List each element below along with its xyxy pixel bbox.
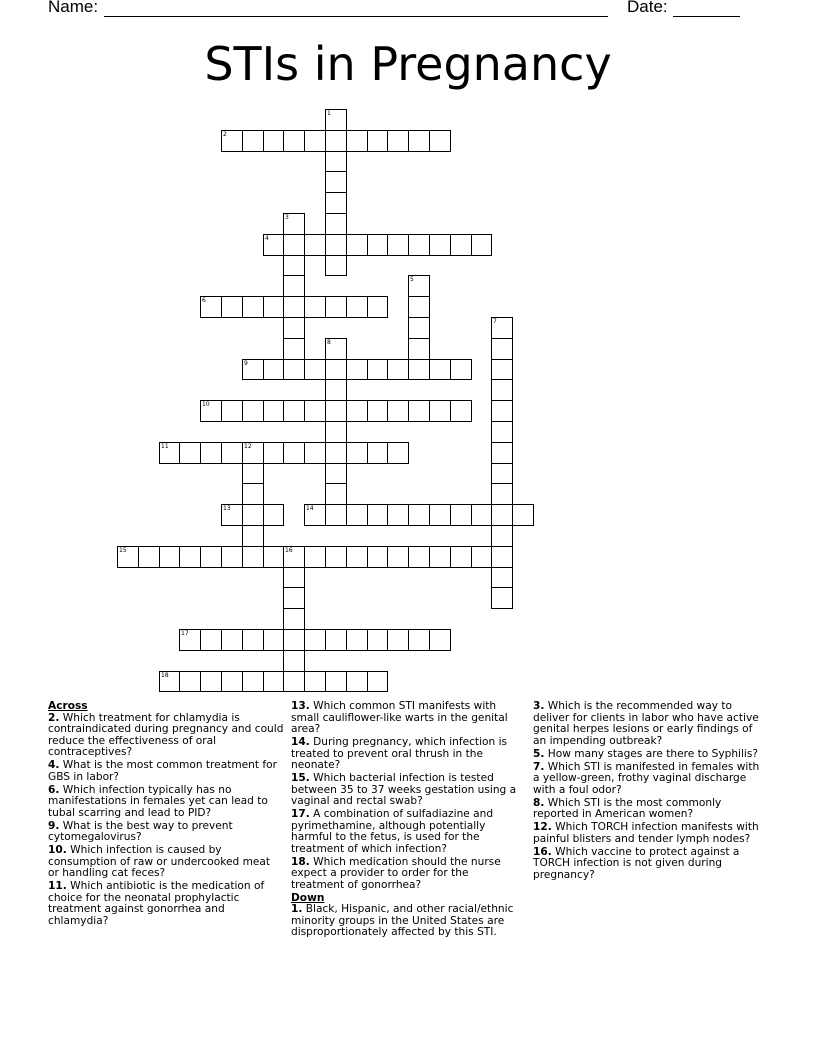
crossword-cell[interactable] [512, 504, 534, 526]
crossword-cell[interactable] [387, 130, 409, 152]
across-clue [48, 821, 284, 844]
clue-number-label: 9 [244, 360, 248, 367]
crossword-cell[interactable] [491, 400, 513, 422]
clue-number-label: 11 [161, 443, 169, 450]
crossword-cell[interactable] [283, 317, 305, 339]
crossword-cell[interactable] [367, 234, 388, 256]
clue-text: Which bacterial infection is tested between 35 to 37 weeks gestation using a vaginal and rectal swab? [291, 772, 517, 807]
crossword-cell[interactable] [283, 442, 305, 464]
across-clue [48, 785, 284, 820]
crossword-cell[interactable] [367, 400, 388, 422]
crossword-cell[interactable] [491, 421, 513, 443]
crossword-cell[interactable] [283, 567, 305, 588]
clue-text: Black, Hispanic, and other racial/ethnic minority groups in the United States are disproportionately affected by this STI. [291, 903, 514, 938]
crossword-cell[interactable] [491, 317, 513, 339]
clue-number: 1. [291, 903, 303, 915]
crossword-cell[interactable] [221, 442, 243, 464]
crossword-cell[interactable] [491, 359, 513, 380]
clue-number: 15. [291, 772, 310, 784]
crossword-cell[interactable] [242, 400, 264, 422]
clue-text: Which is the recommended way to deliver for clients in labor who have active genital herpes lesions or early findings of an impending outbreak? [533, 700, 759, 747]
crossword-cell[interactable] [450, 400, 472, 422]
crossword-cell[interactable] [491, 463, 513, 484]
clue-text: How many stages are there to Syphilis? [544, 747, 759, 760]
crossword-cell[interactable] [325, 400, 347, 422]
crossword-cell[interactable] [491, 338, 513, 360]
crossword-cell[interactable] [408, 546, 430, 568]
clue-text: During pregnancy, which infection is treated to prevent oral thrush in the neonate? [291, 736, 508, 771]
crossword-cell[interactable] [325, 442, 347, 464]
crossword-cell[interactable] [325, 234, 347, 256]
across-heading: Across [48, 700, 88, 712]
clue-text: What is the best way to prevent cytomegalovirus? [48, 819, 233, 843]
crossword-cell[interactable] [304, 234, 326, 256]
crossword-cell[interactable] [367, 359, 388, 380]
crossword-cell[interactable] [179, 671, 201, 692]
crossword-cell[interactable] [346, 400, 368, 422]
down-clue [291, 904, 523, 939]
clue-text: Which vaccine to protect against a TORCH infection is not given during pregnancy? [533, 845, 740, 881]
crossword-cell[interactable] [263, 296, 284, 318]
clue-text: Which STI is manifested in females with a yellow-green, frothy vaginal discharge with a foul odor? [533, 760, 760, 796]
crossword-cell[interactable] [325, 296, 347, 318]
crossword-cell[interactable] [263, 671, 284, 692]
down-clue [533, 822, 767, 845]
across-clue [48, 760, 284, 783]
clue-column-1 [48, 701, 284, 929]
crossword-cell[interactable] [221, 671, 243, 692]
crossword-cell[interactable] [429, 130, 451, 152]
crossword-cell[interactable] [491, 483, 513, 505]
crossword-cell[interactable] [387, 234, 409, 256]
across-clue [48, 713, 284, 759]
crossword-cell[interactable] [325, 130, 347, 152]
clue-number-label: 18 [161, 672, 169, 679]
crossword-cell[interactable] [283, 359, 305, 380]
crossword-cell[interactable] [200, 400, 222, 422]
clue-number: 9. [48, 819, 60, 832]
crossword-cell[interactable] [367, 296, 388, 318]
crossword-cell[interactable] [263, 546, 284, 568]
across-clue [291, 809, 523, 855]
clue-text: Which medication should the nurse expect a provider to order for the treatment of gonorrhea? [291, 855, 501, 891]
clue-text: Which STI is the most commonly reported in American women? [533, 796, 722, 820]
crossword-cell[interactable] [367, 442, 388, 464]
crossword-cell[interactable] [304, 296, 326, 318]
clue-number: 4. [48, 759, 60, 771]
crossword-cell[interactable] [304, 546, 326, 568]
down-clue [533, 847, 767, 882]
crossword-cell[interactable] [408, 130, 430, 152]
crossword-cell[interactable] [491, 525, 513, 547]
crossword-cell[interactable] [304, 400, 326, 422]
clue-number-label: 17 [181, 630, 189, 637]
crossword-cell[interactable] [242, 296, 264, 318]
crossword-cell[interactable] [263, 400, 284, 422]
clue-number: 16. [533, 845, 552, 858]
crossword-cell[interactable] [179, 629, 201, 651]
crossword-cell[interactable] [159, 671, 180, 692]
crossword-cell[interactable] [242, 442, 264, 464]
clue-number: 11. [48, 880, 67, 892]
crossword-cell[interactable] [242, 359, 264, 380]
clue-number-label: 5 [410, 276, 414, 283]
crossword-cell[interactable] [491, 587, 513, 609]
crossword-cell[interactable] [429, 400, 451, 422]
crossword-cell[interactable] [408, 504, 430, 526]
crossword-cell[interactable] [179, 442, 201, 464]
crossword-cell[interactable] [491, 546, 513, 568]
crossword-cell[interactable] [242, 130, 264, 152]
clue-number-label: 8 [327, 339, 331, 346]
crossword-cell[interactable] [325, 463, 347, 484]
crossword-cell[interactable] [346, 234, 368, 256]
crossword-cell[interactable] [367, 130, 388, 152]
clue-number: 14. [291, 736, 310, 748]
crossword-cell[interactable] [387, 400, 409, 422]
clue-number: 6. [48, 783, 60, 796]
crossword-cell[interactable] [346, 130, 368, 152]
crossword-cell[interactable] [283, 130, 305, 152]
crossword-cell[interactable] [242, 546, 264, 568]
crossword-cell[interactable] [200, 296, 222, 318]
crossword-cell[interactable] [283, 338, 305, 360]
crossword-cell[interactable] [346, 359, 368, 380]
crossword-cell[interactable] [325, 546, 347, 568]
crossword-cell[interactable] [367, 671, 388, 692]
crossword-cell[interactable] [221, 629, 243, 651]
clue-number-label: 7 [493, 318, 497, 325]
crossword-cell[interactable] [304, 359, 326, 380]
across-clue [291, 857, 523, 892]
crossword-cell[interactable] [283, 671, 305, 692]
crossword-cell[interactable] [387, 504, 409, 526]
crossword-cell[interactable] [429, 359, 451, 380]
crossword-cell[interactable] [304, 504, 326, 526]
clue-number-label: 2 [223, 131, 227, 138]
crossword-cell[interactable] [242, 483, 264, 505]
crossword-cell[interactable] [325, 359, 347, 380]
crossword-cell[interactable] [408, 317, 430, 339]
crossword-cell[interactable] [491, 442, 513, 464]
page-title: STIs in Pregnancy [204, 37, 612, 91]
crossword-cell[interactable] [325, 255, 347, 276]
clue-number-label: 3 [285, 214, 289, 221]
crossword-cell[interactable] [117, 546, 139, 568]
clue-number-label: 16 [285, 547, 293, 554]
crossword-cell[interactable] [221, 130, 243, 152]
across-clue [48, 845, 284, 880]
crossword-cell[interactable] [408, 234, 430, 256]
crossword-cell[interactable] [346, 442, 368, 464]
clue-number-label: 10 [202, 401, 210, 408]
down-heading: Down [291, 891, 325, 904]
crossword-cell[interactable] [471, 234, 492, 256]
down-clue [533, 798, 767, 821]
clue-number: 17. [291, 808, 310, 820]
crossword-cell[interactable] [200, 442, 222, 464]
clue-number-label: 6 [202, 297, 206, 304]
clue-text: Which infection is caused by consumption of raw or undercooked meat or handling cat feces? [48, 844, 271, 879]
crossword-cell[interactable] [263, 130, 284, 152]
crossword-cell[interactable] [242, 671, 264, 692]
crossword-cell[interactable] [491, 567, 513, 588]
clue-number: 7. [533, 760, 545, 773]
crossword-cell[interactable] [346, 671, 368, 692]
crossword-cell[interactable] [242, 504, 264, 526]
clue-text: Which infection typically has no manifestations in females yet can lead to tubal scarring and lead to PID? [48, 783, 268, 819]
crossword-cell[interactable] [367, 629, 388, 651]
across-clue [291, 737, 523, 772]
clue-text: Which TORCH infection manifests with painful blisters and tender lymph nodes? [533, 821, 759, 845]
clue-number: 12. [533, 821, 552, 833]
clue-number-label: 15 [119, 547, 127, 554]
crossword-cell[interactable] [325, 151, 347, 172]
crossword-cell[interactable] [450, 234, 472, 256]
clue-number: 5. [533, 747, 545, 760]
clue-text: Which common STI manifests with small cauliflower-like warts in the genital area? [291, 700, 508, 735]
clue-number: 13. [291, 700, 310, 712]
clue-text: Which treatment for chlamydia is contraindicated during pregnancy and could reduce the effectiveness of oral contraceptives? [48, 711, 284, 758]
crossword-cell[interactable] [263, 234, 284, 256]
clue-text: Which antibiotic is the medication of choice for the neonatal prophylactic treatment against gonorrhea and chlamydia? [48, 880, 265, 927]
crossword-cell[interactable] [263, 629, 284, 651]
crossword-cell[interactable] [429, 546, 451, 568]
date-label: Date: [627, 0, 668, 16]
crossword-cell[interactable] [179, 546, 201, 568]
crossword-cell[interactable] [346, 504, 368, 526]
crossword-cell[interactable] [325, 629, 347, 651]
crossword-cell[interactable] [304, 629, 326, 651]
crossword-cell[interactable] [283, 629, 305, 651]
crossword-cell[interactable] [387, 442, 409, 464]
crossword-cell[interactable] [283, 650, 305, 672]
crossword-cell[interactable] [429, 504, 451, 526]
crossword-cell[interactable] [408, 338, 430, 360]
crossword-cell[interactable] [325, 504, 347, 526]
clue-text: What is the most common treatment for GBS in labor? [48, 759, 277, 783]
crossword-cell[interactable] [159, 442, 180, 464]
crossword-cell[interactable] [263, 359, 284, 380]
clue-column-2 [291, 701, 523, 940]
crossword-cell[interactable] [221, 504, 243, 526]
crossword-cell[interactable] [367, 546, 388, 568]
crossword-cell[interactable] [283, 587, 305, 609]
crossword-cell[interactable] [304, 130, 326, 152]
clue-number: 3. [533, 700, 545, 712]
crossword-cell[interactable] [450, 504, 472, 526]
crossword-cell[interactable] [200, 546, 222, 568]
crossword-cell[interactable] [325, 671, 347, 692]
crossword-cell[interactable] [263, 504, 284, 526]
crossword-cell[interactable] [346, 629, 368, 651]
down-clue [533, 762, 767, 797]
crossword-cell[interactable] [491, 379, 513, 401]
crossword-cell[interactable] [408, 400, 430, 422]
across-clue [48, 881, 284, 927]
crossword-cell[interactable] [367, 504, 388, 526]
crossword-cell[interactable] [325, 338, 347, 360]
crossword-cell[interactable] [283, 296, 305, 318]
across-clue [291, 701, 523, 736]
crossword-cell[interactable] [429, 234, 451, 256]
crossword-cell[interactable] [200, 629, 222, 651]
crossword-cell[interactable] [283, 213, 305, 235]
crossword-cell[interactable] [325, 192, 347, 214]
crossword-cell[interactable] [283, 255, 305, 276]
crossword-cell[interactable] [346, 296, 368, 318]
crossword-cell[interactable] [304, 442, 326, 464]
crossword-cell[interactable] [283, 546, 305, 568]
crossword-cell[interactable] [138, 546, 160, 568]
crossword-cell[interactable] [408, 275, 430, 297]
crossword-cell[interactable] [200, 671, 222, 692]
crossword-cell[interactable] [283, 400, 305, 422]
crossword-cell[interactable] [325, 109, 347, 131]
crossword-cell[interactable] [346, 546, 368, 568]
crossword-cell[interactable] [242, 463, 264, 484]
crossword-cell[interactable] [471, 546, 492, 568]
clue-number-label: 1 [327, 110, 331, 117]
clue-number-label: 12 [244, 443, 252, 450]
down-clue [533, 701, 767, 747]
crossword-cell[interactable] [408, 629, 430, 651]
crossword-cell[interactable] [429, 629, 451, 651]
clue-number: 8. [533, 796, 545, 809]
crossword-cell[interactable] [283, 275, 305, 297]
name-label: Name: [48, 0, 99, 16]
crossword-cell[interactable] [325, 171, 347, 193]
crossword-cell[interactable] [263, 442, 284, 464]
crossword-cell[interactable] [325, 379, 347, 401]
clue-text: A combination of sulfadiazine and pyrimethamine, although potentially harmful to the fetus, is used for the treatment of which infection? [291, 808, 494, 855]
crossword-cell[interactable] [491, 504, 513, 526]
clue-number-label: 4 [265, 235, 269, 242]
crossword-cell[interactable] [450, 359, 472, 380]
crossword-cell[interactable] [242, 525, 264, 547]
crossword-cell[interactable] [221, 296, 243, 318]
crossword-cell[interactable] [283, 608, 305, 630]
crossword-cell[interactable] [325, 421, 347, 443]
crossword-cell[interactable] [221, 546, 243, 568]
crossword-cell[interactable] [283, 234, 305, 256]
clue-number: 2. [48, 711, 60, 724]
clue-column-3 [533, 701, 767, 883]
crossword-cell[interactable] [387, 359, 409, 380]
crossword-cell[interactable] [242, 629, 264, 651]
crossword-cell[interactable] [471, 504, 492, 526]
down-clue [533, 749, 767, 761]
across-clue [291, 773, 523, 808]
clue-number: 18. [291, 855, 310, 868]
crossword-cell[interactable] [408, 359, 430, 380]
crossword-cell[interactable] [221, 400, 243, 422]
clue-number-label: 14 [306, 505, 314, 512]
crossword-cell[interactable] [325, 213, 347, 235]
crossword-cell[interactable] [304, 671, 326, 692]
crossword-cell[interactable] [159, 546, 180, 568]
clue-number-label: 13 [223, 505, 231, 512]
crossword-cell[interactable] [387, 629, 409, 651]
crossword-cell[interactable] [450, 546, 472, 568]
clue-number: 10. [48, 844, 67, 856]
crossword-cell[interactable] [325, 483, 347, 505]
crossword-cell[interactable] [408, 296, 430, 318]
crossword-cell[interactable] [387, 546, 409, 568]
